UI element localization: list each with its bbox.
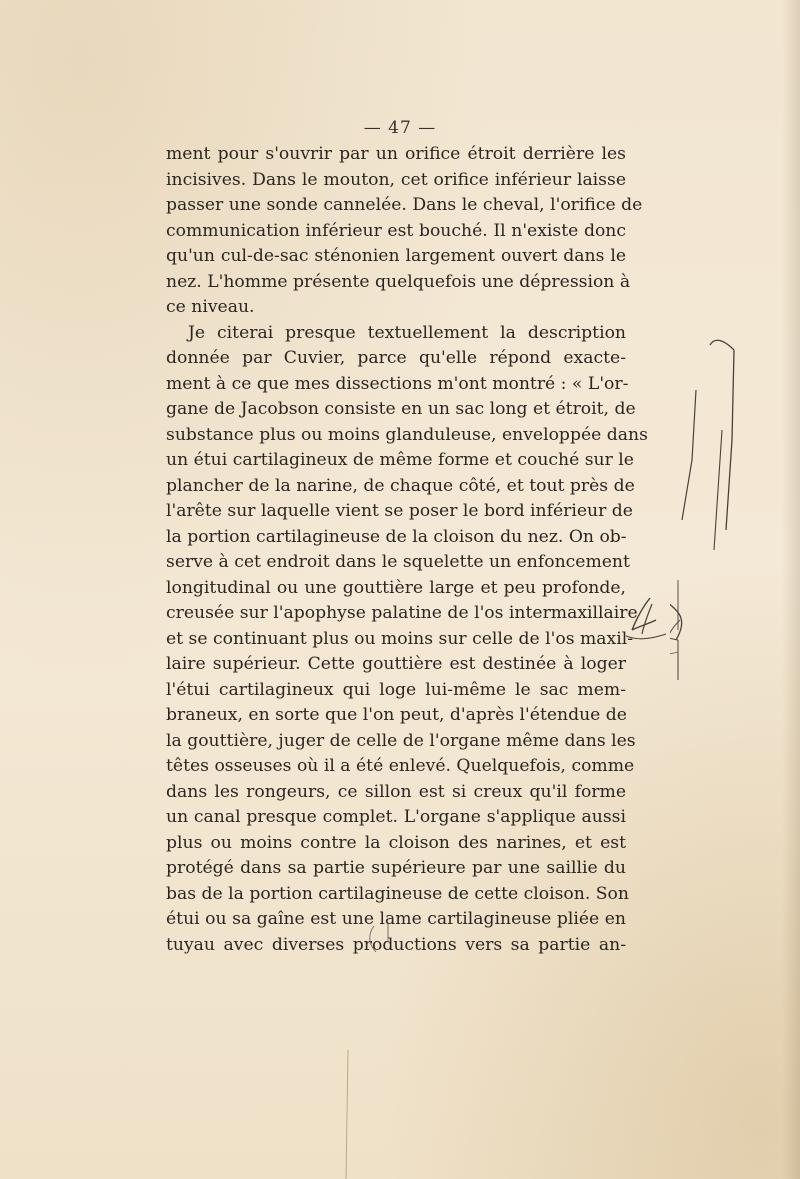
text-line: ment pour s'ouvrir par un orifice étroit derrière les	[166, 144, 626, 164]
text-line: substance plus ou moins glanduleuse, enveloppée dans	[166, 424, 648, 445]
text-line: laire supérieur. Cette gouttière est destinée à loger	[166, 654, 626, 674]
text-line: l'étui cartilagineux qui loge lui-même le sac mem-	[166, 679, 626, 700]
text-line: la gouttière, juger de celle de l'organe même dans les	[166, 730, 636, 751]
text-line: têtes osseuses où il a été enlevé. Quelquefois, comme	[166, 756, 635, 776]
fold-line-mark	[330, 1050, 360, 1179]
text-line: passer une sonde cannelée. Dans le cheval, l'orifice de	[166, 195, 643, 215]
text-line: bas de la portion cartilagineuse de cette cloison. Son	[166, 883, 629, 904]
text-line: serve à cet endroit dans le squelette un enfoncement	[166, 552, 630, 572]
text-line: la portion cartilagineuse de la cloison du nez. On ob-	[166, 526, 627, 547]
text-line: plancher de la narine, de chaque côté, et tout près de	[166, 475, 635, 496]
body-text	[166, 142, 648, 958]
text-line: tuyau avec diverses productions vers sa partie an-	[166, 934, 626, 955]
text-line: communication inférieur est bouché. Il n'existe donc	[166, 220, 626, 241]
text-line: plus ou moins contre la cloison des narines, et est	[166, 832, 626, 853]
text-line: ce niveau.	[166, 297, 255, 317]
text-line: étui ou sa gaîne est une lame cartilagineuse pliée en	[166, 909, 626, 929]
text-line: l'arête sur laquelle vient se poser le bord inférieur de	[166, 501, 633, 521]
margin-bracket-mark	[670, 320, 760, 700]
text-line: un étui cartilagineux de même forme et couché sur le	[166, 450, 634, 470]
text-line: donnée par Cuvier, parce qu'elle répond exacte-	[166, 348, 626, 368]
text-line: qu'un cul-de-sac sténonien largement ouvert dans le	[166, 246, 626, 266]
text-line: creusée sur l'apophyse palatine de l'os intermaxillaire	[166, 603, 638, 623]
page-edge-shadow	[782, 0, 800, 1179]
text-line: gane de Jacobson consiste en un sac long et étroit, de	[166, 399, 636, 419]
text-line: braneux, en sorte que l'on peut, d'après l'étendue de	[166, 705, 627, 725]
text-line: ment à ce que mes dissections m'ont montré : « L'or-	[166, 373, 629, 394]
text-line: incisives. Dans le mouton, cet orifice inférieur laisse	[166, 169, 626, 190]
text-line: Je citerai presque textuellement la description	[188, 322, 626, 343]
text-line: protégé dans sa partie supérieure par une saillie du	[166, 858, 626, 878]
text-line: dans les rongeurs, ce sillon est si creux qu'il forme	[166, 781, 626, 802]
text-line: et se continuant plus ou moins sur celle de l'os maxil-	[166, 628, 634, 649]
text-line: un canal presque complet. L'organe s'applique aussi	[166, 807, 626, 827]
text-line: longitudinal ou une gouttière large et peu profonde,	[166, 577, 626, 598]
text-line: nez. L'homme présente quelquefois une dépression à	[166, 271, 631, 292]
page-number: — 47 —	[363, 118, 437, 138]
